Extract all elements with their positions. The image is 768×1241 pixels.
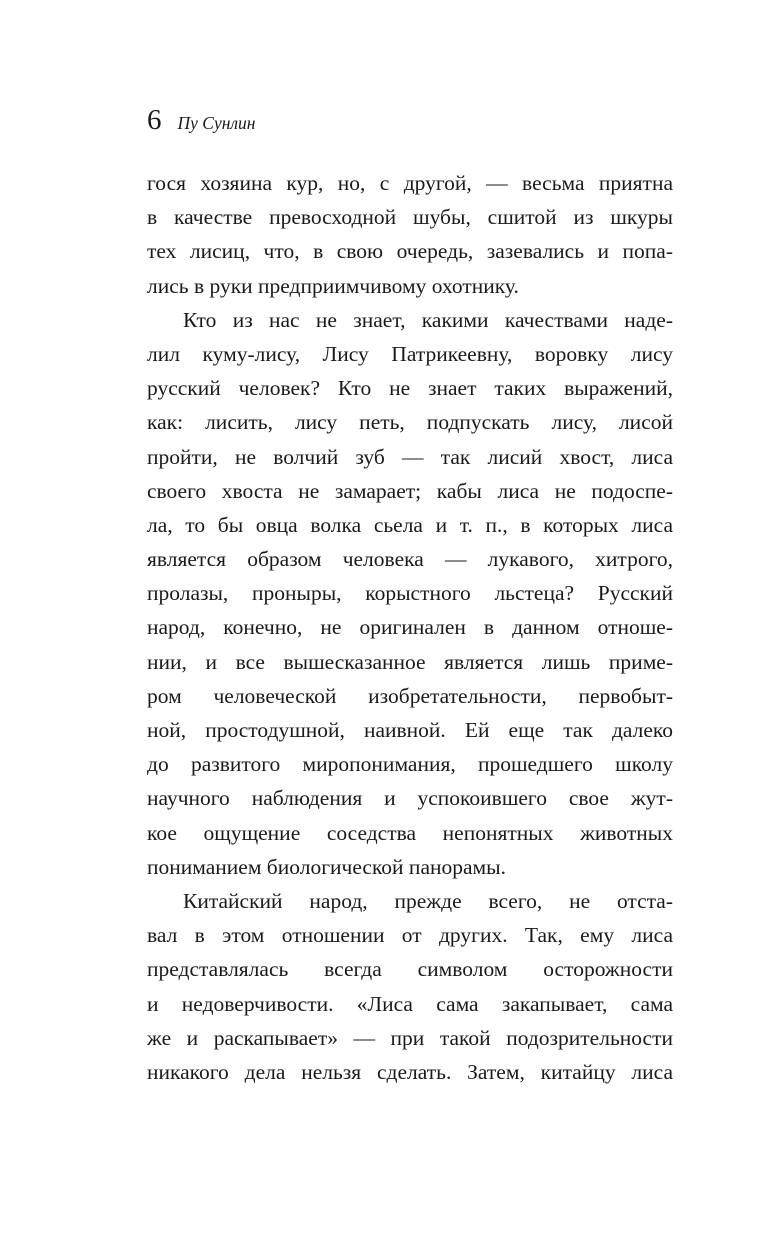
text-line: гося хозяина кур, но, с другой, — весьма приятна xyxy=(147,171,673,195)
text-line: представлялась всегда символом осторожности xyxy=(147,957,673,982)
text-line: ной, простодушной, наивной. Ей еще так далеко xyxy=(147,718,673,742)
text-line: лил куму-лису, Лису Патрикеевну, воровку лису xyxy=(147,341,673,366)
text-line: научного наблюдения и успокоившего свое жут- xyxy=(147,786,673,811)
text-line: Кто из нас не знает, какими качествами наде- xyxy=(183,307,673,332)
paragraph xyxy=(147,884,673,1089)
page-number: 6 xyxy=(147,104,162,136)
text-line: Китайский народ, прежде всего, не отста- xyxy=(183,888,673,913)
text-line: до развитого миропонимания, прошедшего школу xyxy=(147,752,673,777)
text-line: пройти, не волчий зуб — так лисий хвост, лиса xyxy=(147,444,673,469)
running-head-author: Пу Сунлин xyxy=(177,113,256,133)
text-line: кое ощущение соседства непонятных животных xyxy=(147,820,673,845)
text-line: ром человеческой изобретательности, первобыт- xyxy=(147,683,673,708)
body-text xyxy=(147,166,673,1089)
text-line: является образом человека — лукавого, хитрого, xyxy=(147,547,673,572)
text-line: в качестве превосходной шубы, сшитой из шкуры xyxy=(147,205,673,230)
text-line: пролазы, проныры, корыстного льстеца? Русский xyxy=(147,581,673,606)
text-line: русский человек? Кто не знает таких выражений, xyxy=(147,376,673,401)
text-line: никакого дела нельзя сделать. Затем, китайцу лиса xyxy=(147,1059,673,1084)
text-line: тех лисиц, что, в свою очередь, зазевались и попа- xyxy=(147,239,673,264)
text-line: вал в этом отношении от других. Так, ему лиса xyxy=(147,923,673,948)
text-line: своего хвоста не замарает; кабы лиса не подоспе- xyxy=(147,478,673,503)
text-line: же и раскапывает» — при такой подозрительности xyxy=(147,1025,673,1050)
text-line: лись в руки предприимчивому охотнику. xyxy=(147,273,519,298)
running-head xyxy=(147,102,255,138)
text-line: нии, и все вышесказанное является лишь приме- xyxy=(147,649,673,674)
text-line: ла, то бы овца волка сьела и т. п., в которых лиса xyxy=(147,512,673,537)
paragraph xyxy=(147,303,673,884)
text-line: и недоверчивости. «Лиса сама закапывает, сама xyxy=(147,991,673,1016)
text-line: как: лисить, лису петь, подпускать лису, лисой xyxy=(147,410,673,435)
paragraph xyxy=(147,166,673,303)
text-line: пониманием биологической панорамы. xyxy=(147,854,506,879)
text-line: народ, конечно, не оригинален в данном отноше- xyxy=(147,615,673,640)
